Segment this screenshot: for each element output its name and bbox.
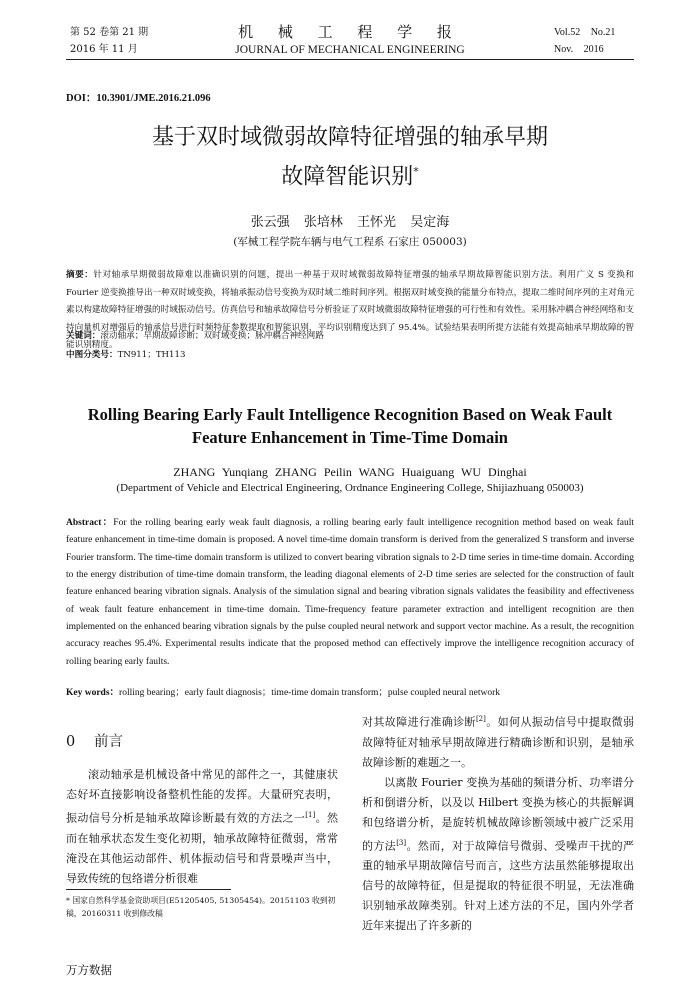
- paragraph: [66, 765, 338, 889]
- footnote: * 国家自然科学基金资助项目(E51205405, 51305454)。20151103 收到初稿，20160311 收到修改稿: [66, 896, 336, 918]
- title-cn-footnote-mark: *: [413, 165, 419, 178]
- body-left-column: [66, 765, 338, 889]
- clc-number: [66, 347, 185, 364]
- volume-en: Vol.52 No.21: [554, 27, 616, 38]
- journal-title-cn: 机 械 工 程 学 报: [238, 23, 462, 41]
- keywords-en: [66, 685, 500, 702]
- section-title: 前言: [94, 734, 123, 750]
- date-cn: 2016 年 11 月: [70, 44, 138, 55]
- header-center: [190, 22, 510, 58]
- clc-label: 中图分类号：: [66, 350, 118, 360]
- abstract-en-label: Abstract：: [66, 518, 114, 528]
- paragraph: [362, 773, 634, 937]
- title-cn-line1: 基于双时域微弱故障特征增强的轴承早期: [151, 125, 548, 150]
- keywords-cn-label: 关键词：: [66, 331, 101, 341]
- keywords-en-text: rolling bearing；early fault diagnosis；time-time domain transform；pulse coupled neural network: [119, 688, 501, 698]
- citation: [3]: [396, 838, 407, 847]
- header-right: [554, 24, 615, 58]
- title-en-line1: Rolling Bearing Early Fault Intelligence Recognition Based on Weak Fault: [87, 405, 613, 424]
- body-right-column: [362, 709, 634, 936]
- keywords-cn: [66, 328, 634, 345]
- paragraph-text: 。然而在轴承状态发生变化初期，轴承故障特征微弱，常常淹没在其他运动部件、机体振动信号和背景噪声当中，导致传统的包络谱分析很难: [66, 811, 339, 885]
- clc-text: TN911；TH113: [117, 350, 186, 360]
- paragraph-text: 。然而，对于故障信号微弱、受噪声干扰的严重的轴承早期故障信号而言，这些方法虽然能够提取出信号的故障特征，但是提取的特征很不明显，无法准确识别轴承故障类别。针对上述方法的不足，国内外学者近年来提出了许多新的: [362, 839, 635, 933]
- paragraph-text: 以离散 Fourier 变换为基础的频谱分析、功率谱分析和倒谱分析，以及以 Hilbert 变换为核心的共振解调和包络谱分析，是旋转机械故障诊断领域中被广泛采用的方法: [362, 775, 634, 853]
- volume-cn: 第 52 卷第 21 期: [70, 27, 149, 38]
- title-cn: [60, 121, 640, 194]
- footnote-rule: [66, 889, 231, 890]
- abstract-en-text: For the rolling bearing early weak fault diagnosis, a rolling bearing early fault intelligence recognition method based on weak fault feature enhancement in time-time domain is proposed. A novel time-time domain transform is derived from the generalized S transform and inverse Fourier transform. The time-time domain transform is utilized to convert bearing vibration signals to 2-D time series in time-time domain. According to the energy distribution of time-time domain transform, the leading diagonal elements of 2-D time series are selected for the construction of fault feature enhanced bearing vibration signals. Analysis of the simulation signal and bearing vibration signals validates the feasibility and effectiveness of weak fault feature enhancement in time-time domain. Time-frequency feature parameter extraction and intelligent recognition are then implemented on the enhanced bearing vibration signals by the pulse coupled neural network and support vector machine. As a result, the recognition accuracy reaches 95.4%. Experimental results indicate that the proposed method can effectively improve the intelligence recognition accuracy of rolling bearing early faults.: [66, 518, 634, 667]
- doi: DOI：10.3901/JME.2016.21.096: [66, 93, 211, 104]
- paragraph-text: 。如何从振动信号中提取微弱故障特征对轴承早期故障进行精确诊断和识别，是轴承故障诊断的难题之一。: [362, 715, 635, 769]
- header-rule: [66, 59, 634, 60]
- paragraph-text: 对其故障进行准确诊断: [362, 715, 476, 729]
- title-cn-line2-text: 故障智能识别: [281, 164, 414, 190]
- abstract-cn-label: 摘要：: [66, 270, 94, 280]
- keywords-en-label: Key words：: [66, 688, 120, 698]
- date-en: Nov. 2016: [554, 44, 604, 55]
- header-left: [70, 24, 148, 58]
- authors-cn: 张云强 张培林 王怀光 吴定海: [250, 215, 450, 230]
- title-cn-line2: [60, 155, 640, 194]
- paragraph: [362, 709, 634, 773]
- title-en: [60, 403, 640, 449]
- paragraph-text: 滚动轴承是机械设备中常见的部件之一，其健康状态好坏直接影响设备整机性能的发挥。大量研究表明，振动信号分析是轴承故障诊断最有效的方法之一: [66, 768, 338, 825]
- abstract-cn-text: 针对轴承早期微弱故障难以准确识别的问题，提出一种基于双时域微弱故障特征增强的轴承早期故障智能识别方法。利用广义 S 变换和 Fourier 逆变换推导出一种双时域变换，将轴承振动信号变换为双时域二维时间序列。根据双时域变换的能量分布特点，提取二维时间序列的主对角元素以构建故障特征增强的时域振动信号。仿真信号和轴承故障信号分析验证了双时域微弱故障特征增强的可行性和有效性。采用脉冲耦合神经网络和支持向量机对增强后的轴承信号进行时频特征参数提取和智能识别，平均识别精度达到了 95.4%。试验结果表明所提方法能有效提高轴承早期故障的智能识别精度。: [66, 270, 634, 351]
- watermark: 万方数据: [66, 963, 112, 977]
- title-en-line2: Feature Enhancement in Time-Time Domain: [192, 428, 508, 447]
- citation: [2]: [475, 715, 486, 723]
- section-number: 0: [66, 734, 76, 750]
- journal-title-en: JOURNAL OF MECHANICAL ENGINEERING: [235, 44, 465, 56]
- keywords-cn-text: 滚动轴承；早期故障诊断；双时域变换；脉冲耦合神经网路: [100, 331, 324, 341]
- affiliation-cn: (军械工程学院车辆与电气工程系 石家庄 050003): [233, 236, 467, 248]
- abstract-en: [66, 515, 634, 671]
- authors-en: ZHANG Yunqiang ZHANG Peilin WANG Huaiguang WU Dinghai: [173, 465, 527, 479]
- citation: [1]: [305, 811, 316, 819]
- affiliation-en: (Department of Vehicle and Electrical Engineering, Ordnance Engineering College, Shijiazhuang 050003): [116, 482, 584, 494]
- section-heading: [66, 730, 123, 751]
